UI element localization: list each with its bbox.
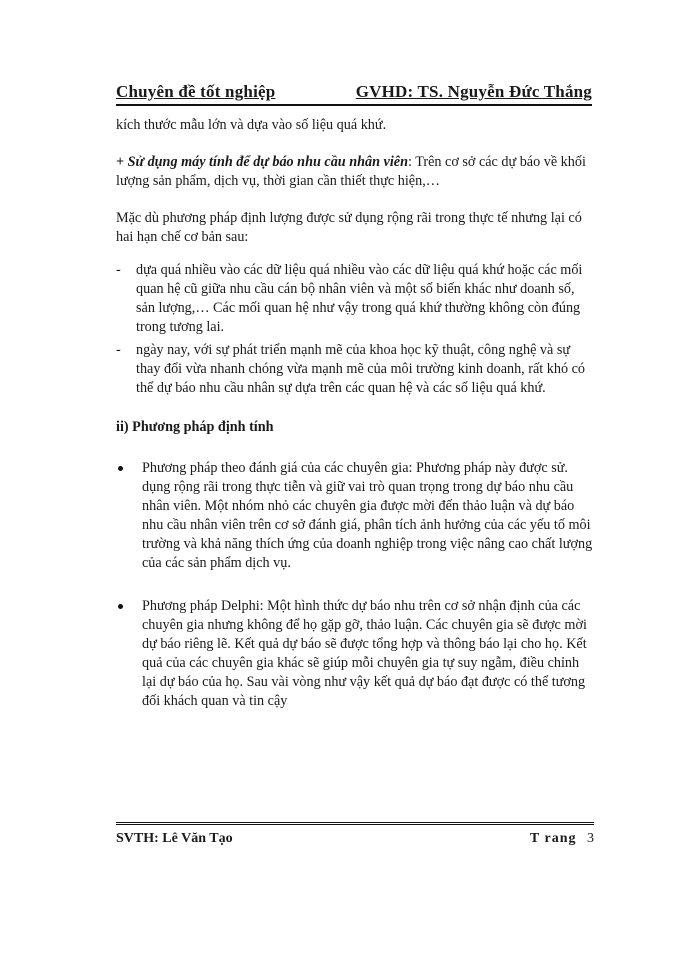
dash-marker: - xyxy=(116,342,121,358)
paragraph-computer-forecast xyxy=(116,153,594,191)
list-item-text: Phương pháp theo đánh giá của các chuyên gia: Phương pháp này được sử. dụng rộng rãi trong thực tiễn và giữ vai trò quan trọng trong dự báo nhu cầu nhân viên. Một nhóm nhỏ các chuyên gia được mời đến thảo luận và dự báo nhu cầu nhân viên trên cơ sở đánh giá, phân tích ảnh hưởng của các yếu tố môi trường và khả năng thích ứng của doanh nghiệp trong việc nâng cao chất lượng của các sản phẩm dịch vụ. xyxy=(142,460,593,571)
paragraph-body: : Trên cơ sở các dự báo về khối lượng sản phẩm, dịch vụ, thời gian cần thiết thực hiện,… xyxy=(116,154,586,189)
paragraph-lead: + Sử dụng máy tính để dự báo nhu cầu nhân viên xyxy=(116,154,408,170)
list-item xyxy=(116,261,594,337)
page-label: T rang xyxy=(529,831,577,846)
list-item-text: Phương pháp Delphi: Một hình thức dự báo nhu trên cơ sở nhận định của các chuyên gia nhưng không để họ gặp gỡ, thảo luận. Các chuyên gia sẽ được mời dự báo riêng lẽ. Kết quả dự báo sẽ được tổng hợp và thông báo lại cho họ. Kết quả của các chuyên gia khác sẽ giúp mỗi chuyên gia tự suy ngẫm, điều chỉnh lại dự báo của họ. Sau vài vòng như vậy kết quả dự báo đạt được có thể tương đối khách quan và tin cậy xyxy=(142,598,587,709)
limitations-list xyxy=(116,261,594,398)
student-name: SVTH: Lê Văn Tạo xyxy=(116,831,233,846)
list-item-text: ngày nay, với sự phát triển mạnh mẽ của khoa học kỹ thuật, công nghệ và sự thay đổi vừa nhanh chóng vừa mạnh mẽ của môi trường kinh doanh, rất khó có thể dự báo nhu cầu nhân sự dựa trên các quan hệ và các số liệu quá khứ. xyxy=(136,342,585,396)
list-item xyxy=(116,341,594,398)
list-item-text: dựa quá nhiều vào các dữ liệu quá nhiều vào các dữ liệu quá khứ hoặc các mối quan hệ cũ giữa nhu cầu cán bộ nhân viên và một số biến khác như doanh số, sản lượng,… Các mối quan hệ như vậy trong quá khứ thường không còn đúng trong tương lai. xyxy=(136,262,583,335)
qualitative-methods-list xyxy=(116,459,594,711)
section-heading: ii) Phương pháp định tính xyxy=(116,419,274,435)
thesis-title: Chuyên đề tốt nghiệp xyxy=(116,82,276,101)
bullet-icon xyxy=(118,466,123,471)
page-header xyxy=(116,80,592,106)
list-item xyxy=(116,597,594,711)
bullet-icon xyxy=(118,604,123,609)
paragraph-continuation: kích thước mẫu lớn và dựa vào số liệu quá khứ. xyxy=(116,117,387,133)
supervisor-name: GVHD: TS. Nguyễn Đức Thắng xyxy=(355,82,592,101)
page-number: 3 xyxy=(587,831,594,846)
paragraph-limitations: Mặc dù phương pháp định lượng được sử dụng rộng rãi trong thực tế nhưng lại có hai hạn chế cơ bản sau: xyxy=(116,210,582,245)
page-indicator xyxy=(530,831,594,847)
page-footer xyxy=(116,822,594,855)
list-item xyxy=(116,459,594,573)
dash-marker: - xyxy=(116,262,121,278)
page-content xyxy=(116,116,594,735)
